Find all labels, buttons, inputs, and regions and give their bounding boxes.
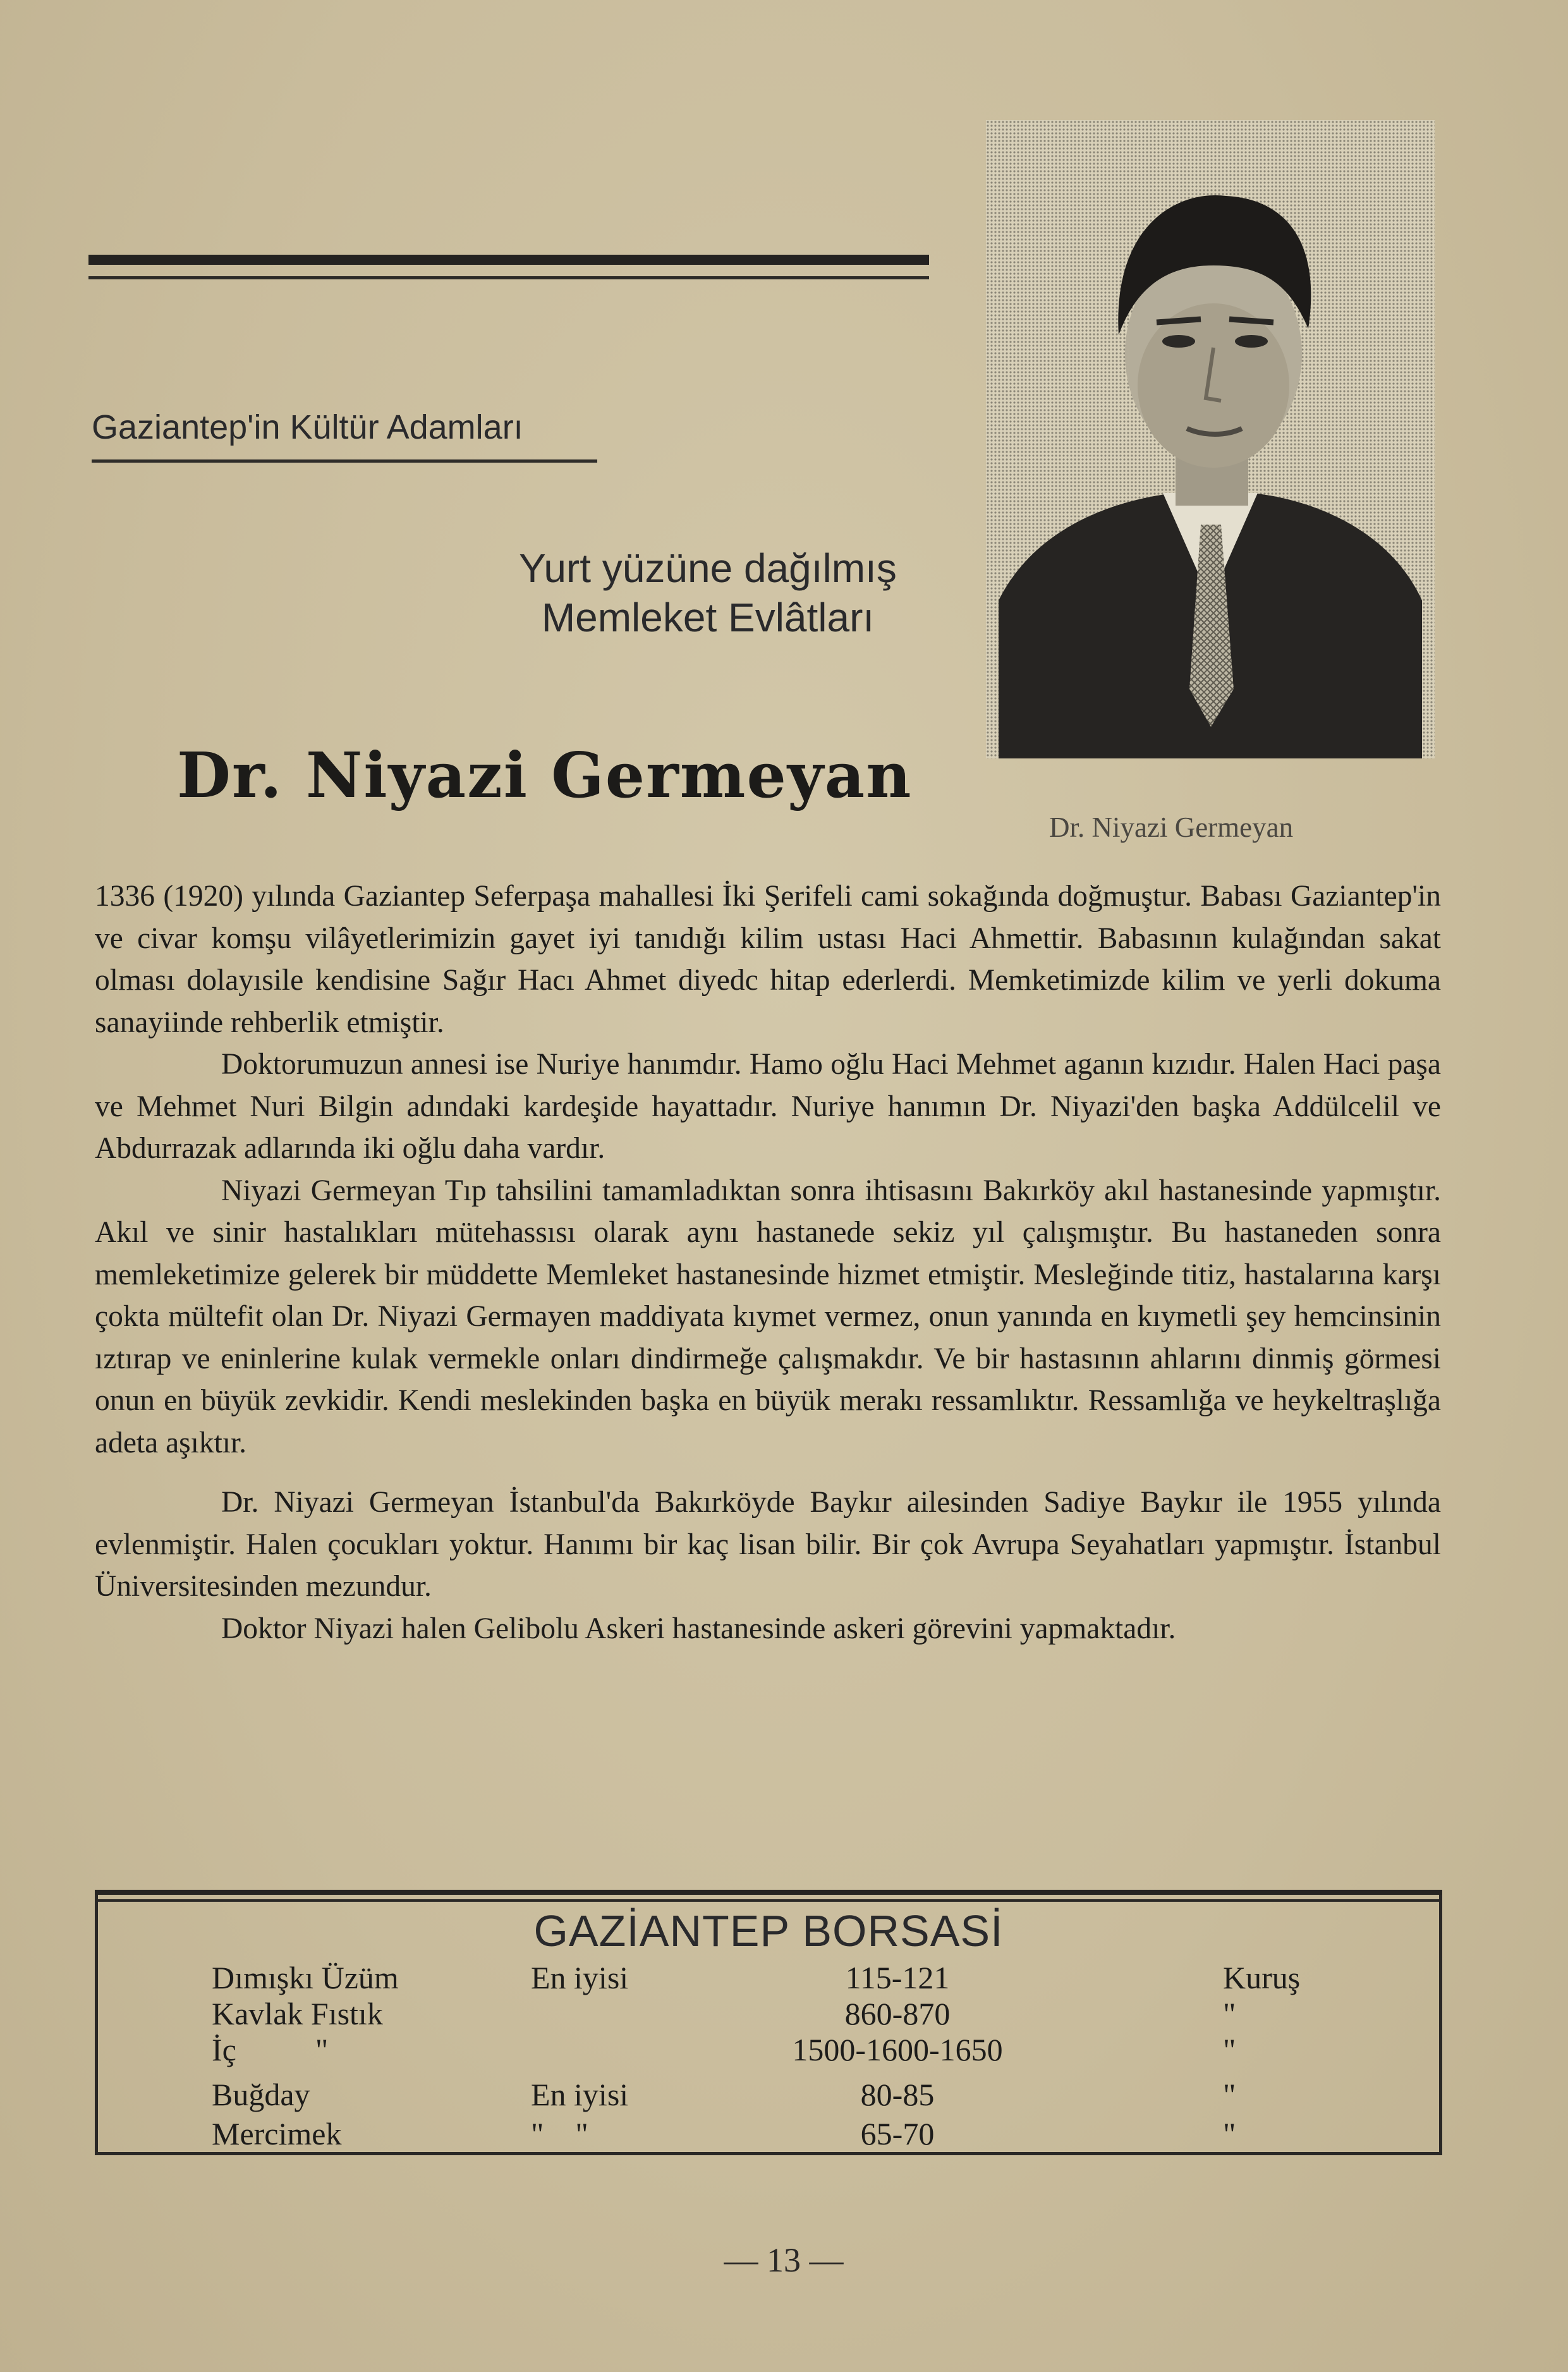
section-underline — [92, 459, 597, 463]
borsa-price: 1500-1600-1650 — [792, 2032, 1003, 2067]
borsa-box-rule-thin — [95, 1899, 1442, 1902]
borsa-item: İç " — [212, 2032, 329, 2067]
borsa-quality: " " — [531, 2116, 588, 2151]
borsa-price: 860-870 — [844, 1996, 951, 2031]
table-row — [0, 1959, 1568, 1997]
table-row — [0, 2115, 1568, 2153]
borsa-item: Mercimek — [212, 2116, 342, 2151]
subtitle — [404, 544, 1011, 642]
borsa-unit: " — [1223, 1996, 1236, 2031]
section-label: Gaziantep'in Kültür Adamları — [92, 408, 523, 446]
top-rule-thin — [88, 276, 929, 279]
borsa-unit: Kuruş — [1223, 1960, 1301, 1995]
borsa-item: Buğday — [212, 2077, 310, 2112]
borsa-price: 65-70 — [860, 2116, 935, 2151]
subtitle-line-1: Yurt yüzüne dağılmış — [519, 545, 897, 591]
article-title: Dr. Niyazi Germeyan — [177, 739, 913, 812]
borsa-unit: " — [1223, 2116, 1236, 2151]
paragraph-5: Doktor Niyazi halen Gelibolu Askeri hastanesinde askeri görevini yapmaktadır. — [221, 1612, 1176, 1645]
article-body — [95, 875, 1441, 1650]
table-row — [0, 1995, 1568, 2033]
table-row — [0, 2076, 1568, 2114]
portrait-photo — [986, 120, 1435, 758]
borsa-unit: " — [1223, 2032, 1236, 2067]
portrait-image — [986, 120, 1435, 758]
borsa-title: GAZİANTEP BORSASİ — [533, 1906, 1004, 1955]
borsa-unit: " — [1223, 2077, 1236, 2112]
borsa-quality: En iyisi — [531, 1960, 629, 1995]
paragraph-2: Doktorumuzun annesi ise Nuriye hanımdır. Hamo oğlu Haci Mehmet aganın kızıdır. Halen Haci paşa ve Mehmet Nuri Bilgin adındaki kardeşide hayattadır. Nuriye hanımın Dr. Niyazi'den başka Addülcelil ve Abdurrazak adlarında iki oğlu daha vardır. — [95, 1048, 1441, 1165]
paragraph-3: Niyazi Germeyan Tıp tahsilini tamamladıktan sonra ihtisasını Bakırköy akıl hastanesinde yapmıştır. Akıl ve sinir hastalıkları mütehassısı olarak aynı hastanede sekiz yıl çalışmıştır. Bu hastaneden sonra memleketimize gelerek bir müddette Memleket hastanesinde hizmet etmiştir. Mesleğinde titiz, hastalarına karşı çokta mültefit olan Dr. Niyazi Germayen maddiyata kıymet vermez, onun yanında en kıymetli şey hemcinsinin ıztırap ve eninlerine kulak vermekle onları dindirmeğe çalışmakdır. Ve bir hastasının ahlarını dinmiş görmesi onun en büyük zevkidir. Kendi meslekinden başka en büyük merakı ressamlıktır. Ressamlığa ve heykeltraşlığa adeta aşıktır. — [95, 1174, 1441, 1459]
subtitle-line-2: Memleket Evlâtları — [541, 595, 875, 640]
borsa-box-rule-thick — [95, 1890, 1442, 1895]
borsa-price: 80-85 — [860, 2077, 935, 2112]
borsa-item: Dımışkı Üzüm — [212, 1960, 399, 1995]
paragraph-1: 1336 (1920) yılında Gaziantep Seferpaşa mahallesi İki Şerifeli cami sokağında doğmuştur. Babası Gaziantep'in ve civar komşu vilâyetlerimizin gayet iyi tanıdığı kilim ustası Haci Ahmettir. Babasının kulağından sakat olması dolayısile kendisine Sağır Hacı Ahmet diyedc hitap ederlerdi. Memketimizde kilim ve yerli dokuma sanayiinde rehberlik etmiştir. — [95, 880, 1441, 1039]
page-number: — 13 — — [724, 2241, 844, 2279]
top-rule-thick — [88, 255, 929, 265]
borsa-price: 115-121 — [845, 1960, 950, 1995]
table-row — [0, 2031, 1568, 2069]
photo-caption: Dr. Niyazi Germeyan — [1049, 812, 1294, 843]
paragraph-4: Dr. Niyazi Germeyan İstanbul'da Bakırköyde Baykır ailesinden Sadiye Baykır ile 1955 yılında evlenmiştir. Halen çocukları yoktur. Hanımı bir kaç lisan bilir. Bir çok Avrupa Seyahatları yapmıştır. İstanbul Üniversitesinden mezundur. — [95, 1486, 1441, 1603]
borsa-item: Kavlak Fıstık — [212, 1996, 383, 2031]
borsa-quality: En iyisi — [531, 2077, 629, 2112]
